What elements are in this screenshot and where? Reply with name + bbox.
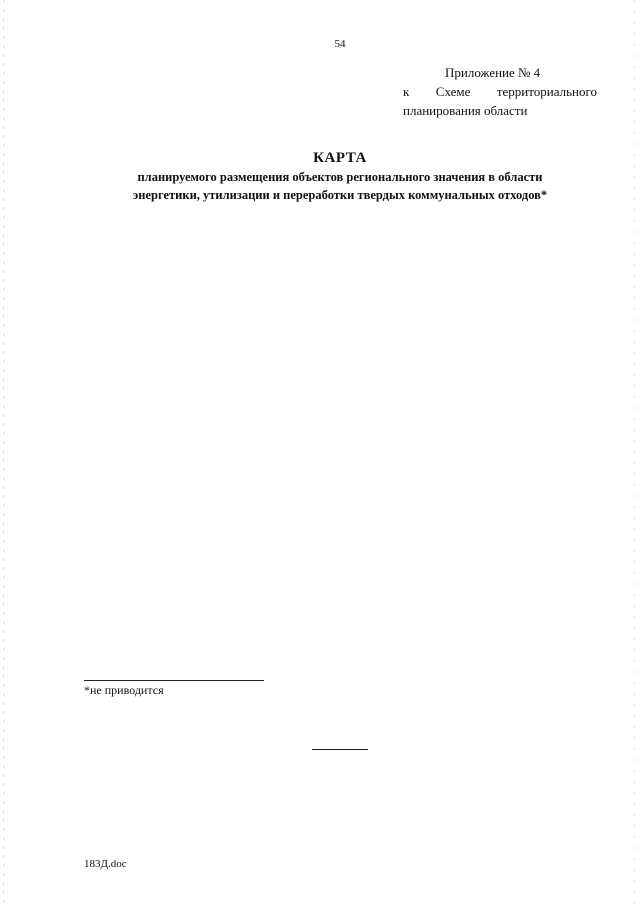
footnote-divider <box>84 680 264 681</box>
appendix-reference-line <box>403 82 597 101</box>
appendix-word-territorial: территориального <box>496 84 597 99</box>
scan-edge-right <box>634 0 635 905</box>
appendix-word-k: к <box>403 84 410 99</box>
page-number: 54 <box>334 38 346 50</box>
appendix-word-scheme: Схеме <box>435 84 471 99</box>
footnote: *не приводится <box>84 683 164 697</box>
appendix-header <box>403 63 597 120</box>
scan-edge-left <box>3 0 4 905</box>
appendix-title: Приложение № 4 <box>445 65 541 80</box>
document-title: КАРТА <box>313 150 367 166</box>
document-subtitle-line-1: планируемого размещения объектов регионального значения в области <box>137 170 543 184</box>
appendix-planning-line: планирования области <box>403 103 528 118</box>
document-title-block <box>60 148 620 204</box>
file-name: 183Д.doc <box>84 858 127 870</box>
document-subtitle-line-2: энергетики, утилизации и переработки твердых коммунальных отходов* <box>132 188 548 202</box>
end-of-document-rule <box>312 749 368 750</box>
